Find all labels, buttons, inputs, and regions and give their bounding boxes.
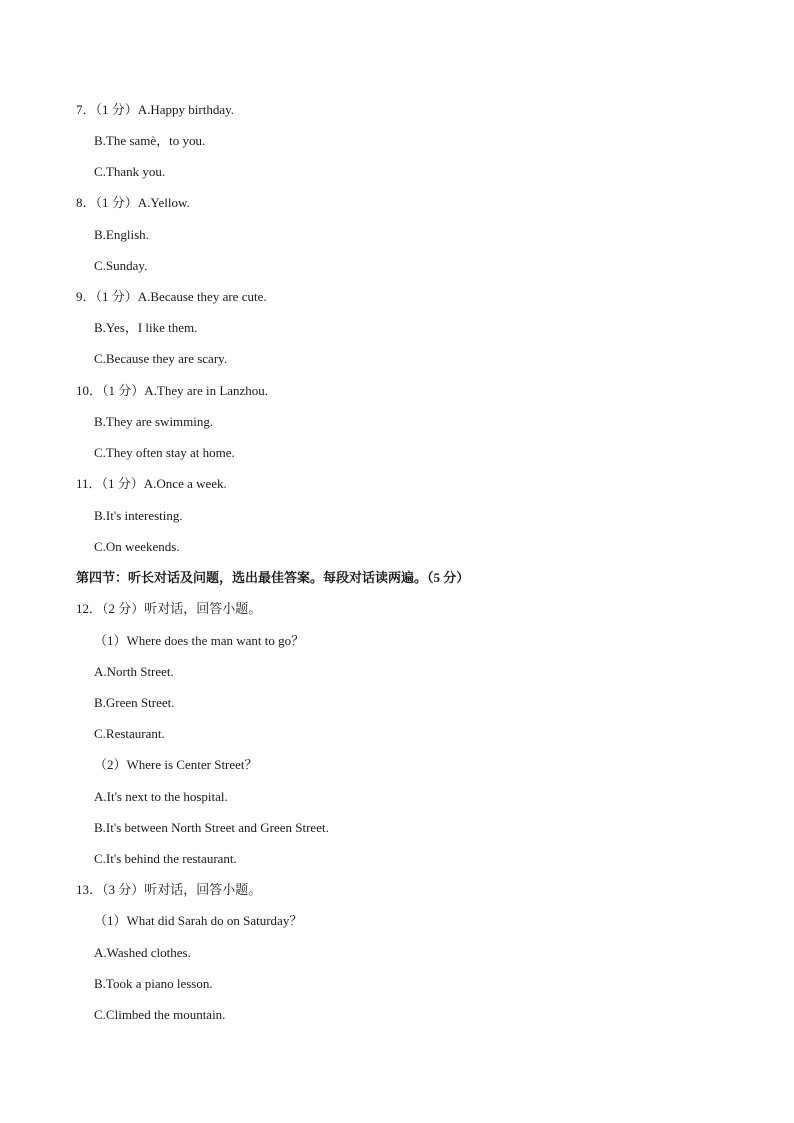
question-13-stem: 13．（3 分）听对话，回答小题。 — [76, 882, 262, 897]
question-10-option-b: B.They are swimming. — [94, 414, 214, 429]
question-9-option-c: C.Because they are scary. — [94, 351, 228, 366]
question-12-1-option-c: C.Restaurant. — [94, 726, 165, 741]
question-8-option-b: B.English. — [94, 227, 149, 242]
question-12-1-option-a: A.North Street. — [94, 664, 174, 679]
question-9-stem: 9．（1 分）A.Because they are cute. — [76, 289, 267, 304]
question-12-stem: 12．（2 分）听对话，回答小题。 — [76, 601, 262, 616]
question-7-option-b: B.The samè，to you. — [94, 133, 206, 148]
question-12-2-option-b: B.It's between North Street and Green Street. — [94, 820, 329, 835]
question-7-option-c: C.Thank you. — [94, 164, 166, 179]
question-7-stem: 7．（1 分）A.Happy birthday. — [76, 102, 235, 117]
question-10-stem: 10．（1 分）A.They are in Lanzhou. — [76, 383, 269, 398]
question-11-option-b: B.It's interesting. — [94, 508, 183, 523]
question-8-option-c: C.Sunday. — [94, 258, 148, 273]
question-12-2-option-c: C.It's behind the restaurant. — [94, 851, 237, 866]
section-4-heading: 第四节：听长对话及问题，选出最佳答案。每段对话读两遍。（5 分） — [76, 570, 470, 585]
question-13-1-option-c: C.Climbed the mountain. — [94, 1007, 226, 1022]
question-12-2-option-a: A.It's next to the hospital. — [94, 789, 228, 804]
question-13-1-option-a: A.Washed clothes. — [94, 945, 191, 960]
question-8-stem: 8．（1 分）A.Yellow. — [76, 195, 190, 210]
question-11-stem: 11．（1 分）A.Once a week. — [76, 476, 227, 491]
question-11-option-c: C.On weekends. — [94, 539, 180, 554]
question-12-sub-2: （2）Where is Center Street？ — [94, 757, 258, 772]
question-10-option-c: C.They often stay at home. — [94, 445, 235, 460]
question-9-option-b: B.Yes，I like them. — [94, 320, 198, 335]
question-13-sub-1: （1）What did Sarah do on Saturday？ — [94, 913, 303, 928]
question-12-sub-1: （1）Where does the man want to go？ — [94, 633, 305, 648]
question-12-1-option-b: B.Green Street. — [94, 695, 175, 710]
question-13-1-option-b: B.Took a piano lesson. — [94, 976, 213, 991]
